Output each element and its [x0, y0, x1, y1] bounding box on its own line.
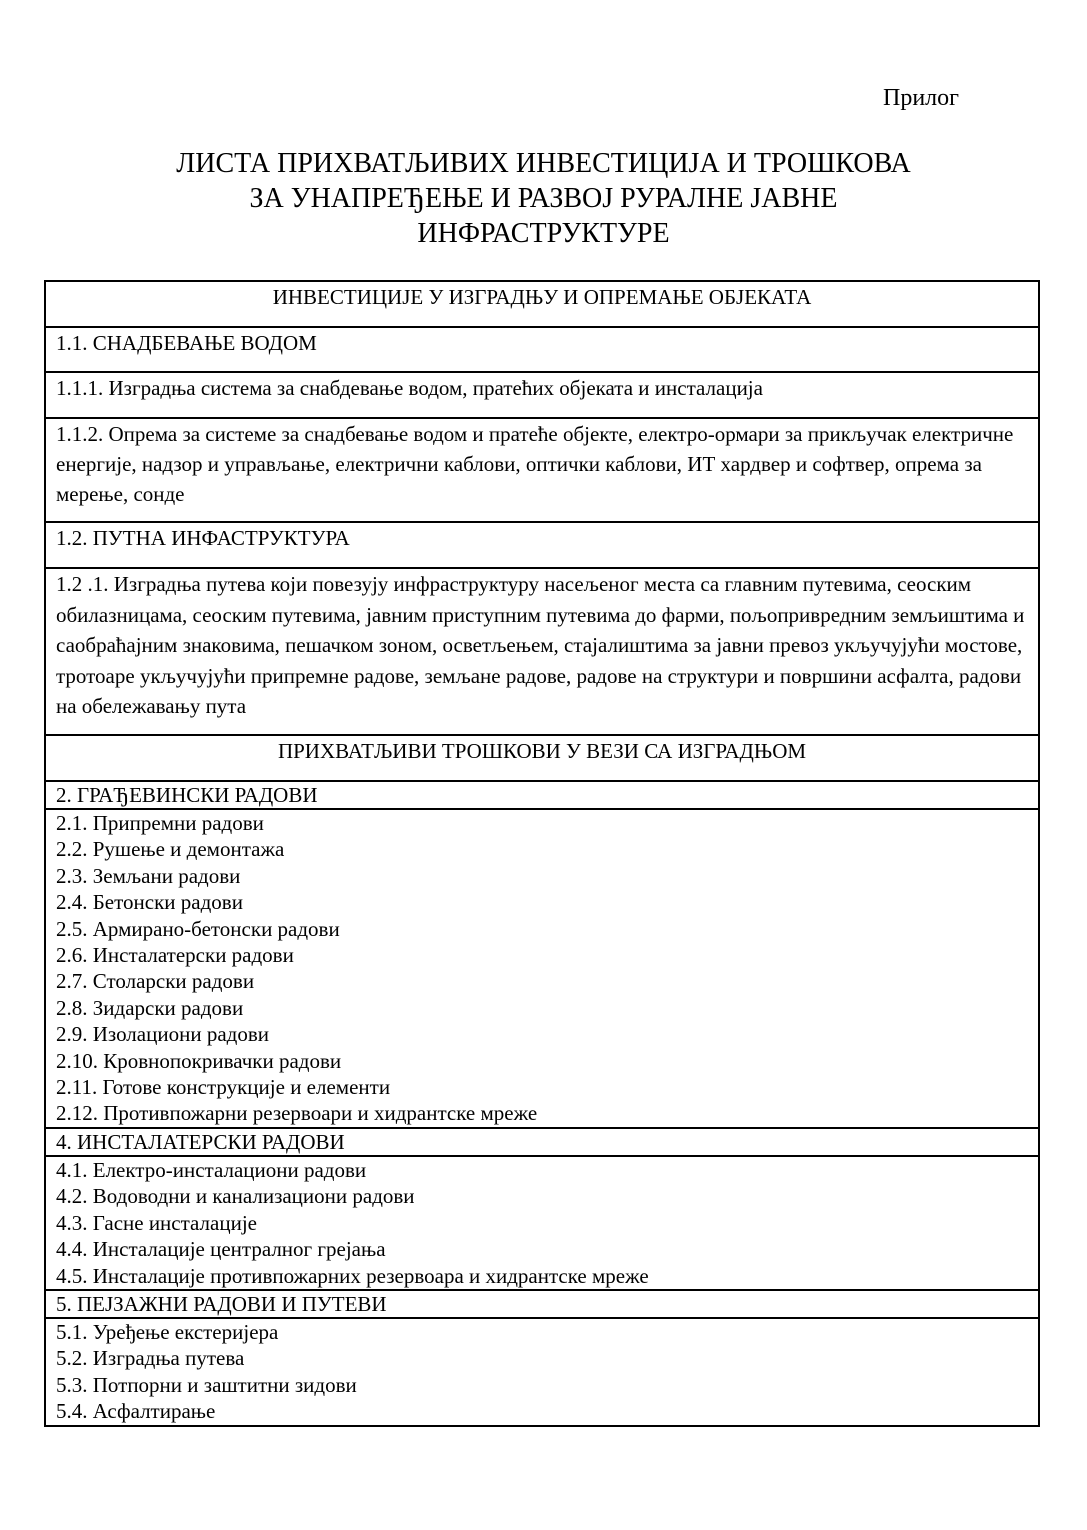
table-row: [45, 809, 1039, 1128]
list-item: 4.4. Инсталације централног грејања: [56, 1237, 386, 1262]
table-row: [45, 327, 1039, 372]
installation-heading: 4. ИНСТАЛАТЕРСКИ РАДОВИ: [45, 1128, 1039, 1156]
construction-heading: 2. ГРАЂЕВИНСКИ РАДОВИ: [45, 781, 1039, 809]
list-item: 4.3. Гасне инсталације: [56, 1210, 257, 1235]
table-row: [45, 281, 1039, 327]
list-item: 5.2. Изградња путева: [56, 1346, 245, 1371]
investments-header: ИНВЕСТИЦИЈЕ У ИЗГРАДЊУ И ОПРЕМАЊЕ ОБЈЕКАТА: [45, 281, 1039, 327]
list-item: 2.1. Припремни радови: [56, 811, 264, 835]
item-1-2-1: 1.2 .1. Изградња путева који повезују инфраструктуру насељеног места са главним путевима, сеоским обилазницама, сеоским путевима, јавним приступним путевима до фарми, пољопривредним земљиштима и саобраћајним знаковима, пешачком зоном, осветљењем, стајалиштима за јавни превоз укључујући мостове, тротоаре укључујући припремне радове, земљане радове, радове на структури и површини асфалта, радови на обележавању пута: [45, 568, 1039, 735]
list-item: 2.11. Готове конструкције и елементи: [56, 1075, 391, 1100]
table-row: [45, 735, 1039, 781]
list-item: 5.3. Потпорни и заштитни зидови: [56, 1372, 357, 1397]
landscape-list: [45, 1318, 1039, 1426]
water-supply-heading: 1.1. СНАДБЕВАЊЕ ВОДОМ: [45, 327, 1039, 372]
annex-label: Прилог: [883, 85, 959, 111]
list-item: 2.6. Инсталатерски радови: [56, 943, 294, 968]
table-row: [45, 1128, 1039, 1156]
list-item: 4.5. Инсталације противпожарних резервоара и хидрантске мреже: [56, 1263, 649, 1288]
table-row: [45, 1318, 1039, 1426]
table-row: [45, 568, 1039, 735]
list-item: 4.1. Електро-инсталациони радови: [56, 1157, 367, 1182]
construction-list: [45, 809, 1039, 1128]
list-item: 5.1. Уређење екстеријера: [56, 1319, 279, 1344]
table-row: [45, 418, 1039, 522]
table-row: [45, 522, 1039, 568]
list-item: 2.3. Земљани радови: [56, 863, 241, 888]
table-row: [45, 372, 1039, 418]
list-item: 2.10. Кровнопокривачки радови: [56, 1048, 342, 1073]
title-line: ЛИСТА ПРИХВАТЉИВИХ ИНВЕСТИЦИЈА И ТРОШКОВА: [176, 148, 911, 179]
list-item: 2.5. Армирано-бетонски радови: [56, 916, 340, 941]
eligible-investments-table: [44, 280, 1040, 1427]
installation-list: [45, 1156, 1039, 1290]
list-item: 2.9. Изолациони радови: [56, 1022, 269, 1047]
table-row: [45, 1156, 1039, 1290]
list-item: 2.7. Столарски радови: [56, 969, 255, 994]
list-item: 2.8. Зидарски радови: [56, 995, 244, 1020]
document-title: [0, 146, 1087, 251]
list-item: 2.12. Противпожарни резервоари и хидрантске мреже: [56, 1101, 538, 1126]
costs-header: ПРИХВАТЉИВИ ТРОШКОВИ У ВЕЗИ СА ИЗГРАДЊОМ: [45, 735, 1039, 781]
list-item: 2.2. Рушење и демонтажа: [56, 837, 285, 862]
table-row: [45, 1290, 1039, 1318]
landscape-heading: 5. ПЕЈЗАЖНИ РАДОВИ И ПУТЕВИ: [45, 1290, 1039, 1318]
table-row: [45, 781, 1039, 809]
road-infrastructure-heading: 1.2. ПУТНА ИНФАСТРУКТУРА: [45, 522, 1039, 568]
list-item: 5.4. Асфалтирање: [56, 1399, 216, 1424]
title-line: ЗА УНАПРЕЂЕЊЕ И РАЗВОЈ РУРАЛНЕ ЈАВНЕ: [249, 183, 838, 214]
list-item: 4.2. Водоводни и канализациони радови: [56, 1184, 415, 1209]
item-1-1-1: 1.1.1. Изградња система за снабдевање водом, пратећих објеката и инсталација: [45, 372, 1039, 418]
list-item: 2.4. Бетонски радови: [56, 890, 243, 915]
item-1-1-2: 1.1.2. Опрема за системе за снадбевање водом и пратеће објекте, електро-ормари за прикључак електричне енергије, надзор и управљање, електрични каблови, оптички каблови, ИТ хардвер и софтвер, опрема за мерење, сонде: [45, 418, 1039, 522]
title-line: ИНФРАСТРУКТУРЕ: [417, 218, 670, 249]
